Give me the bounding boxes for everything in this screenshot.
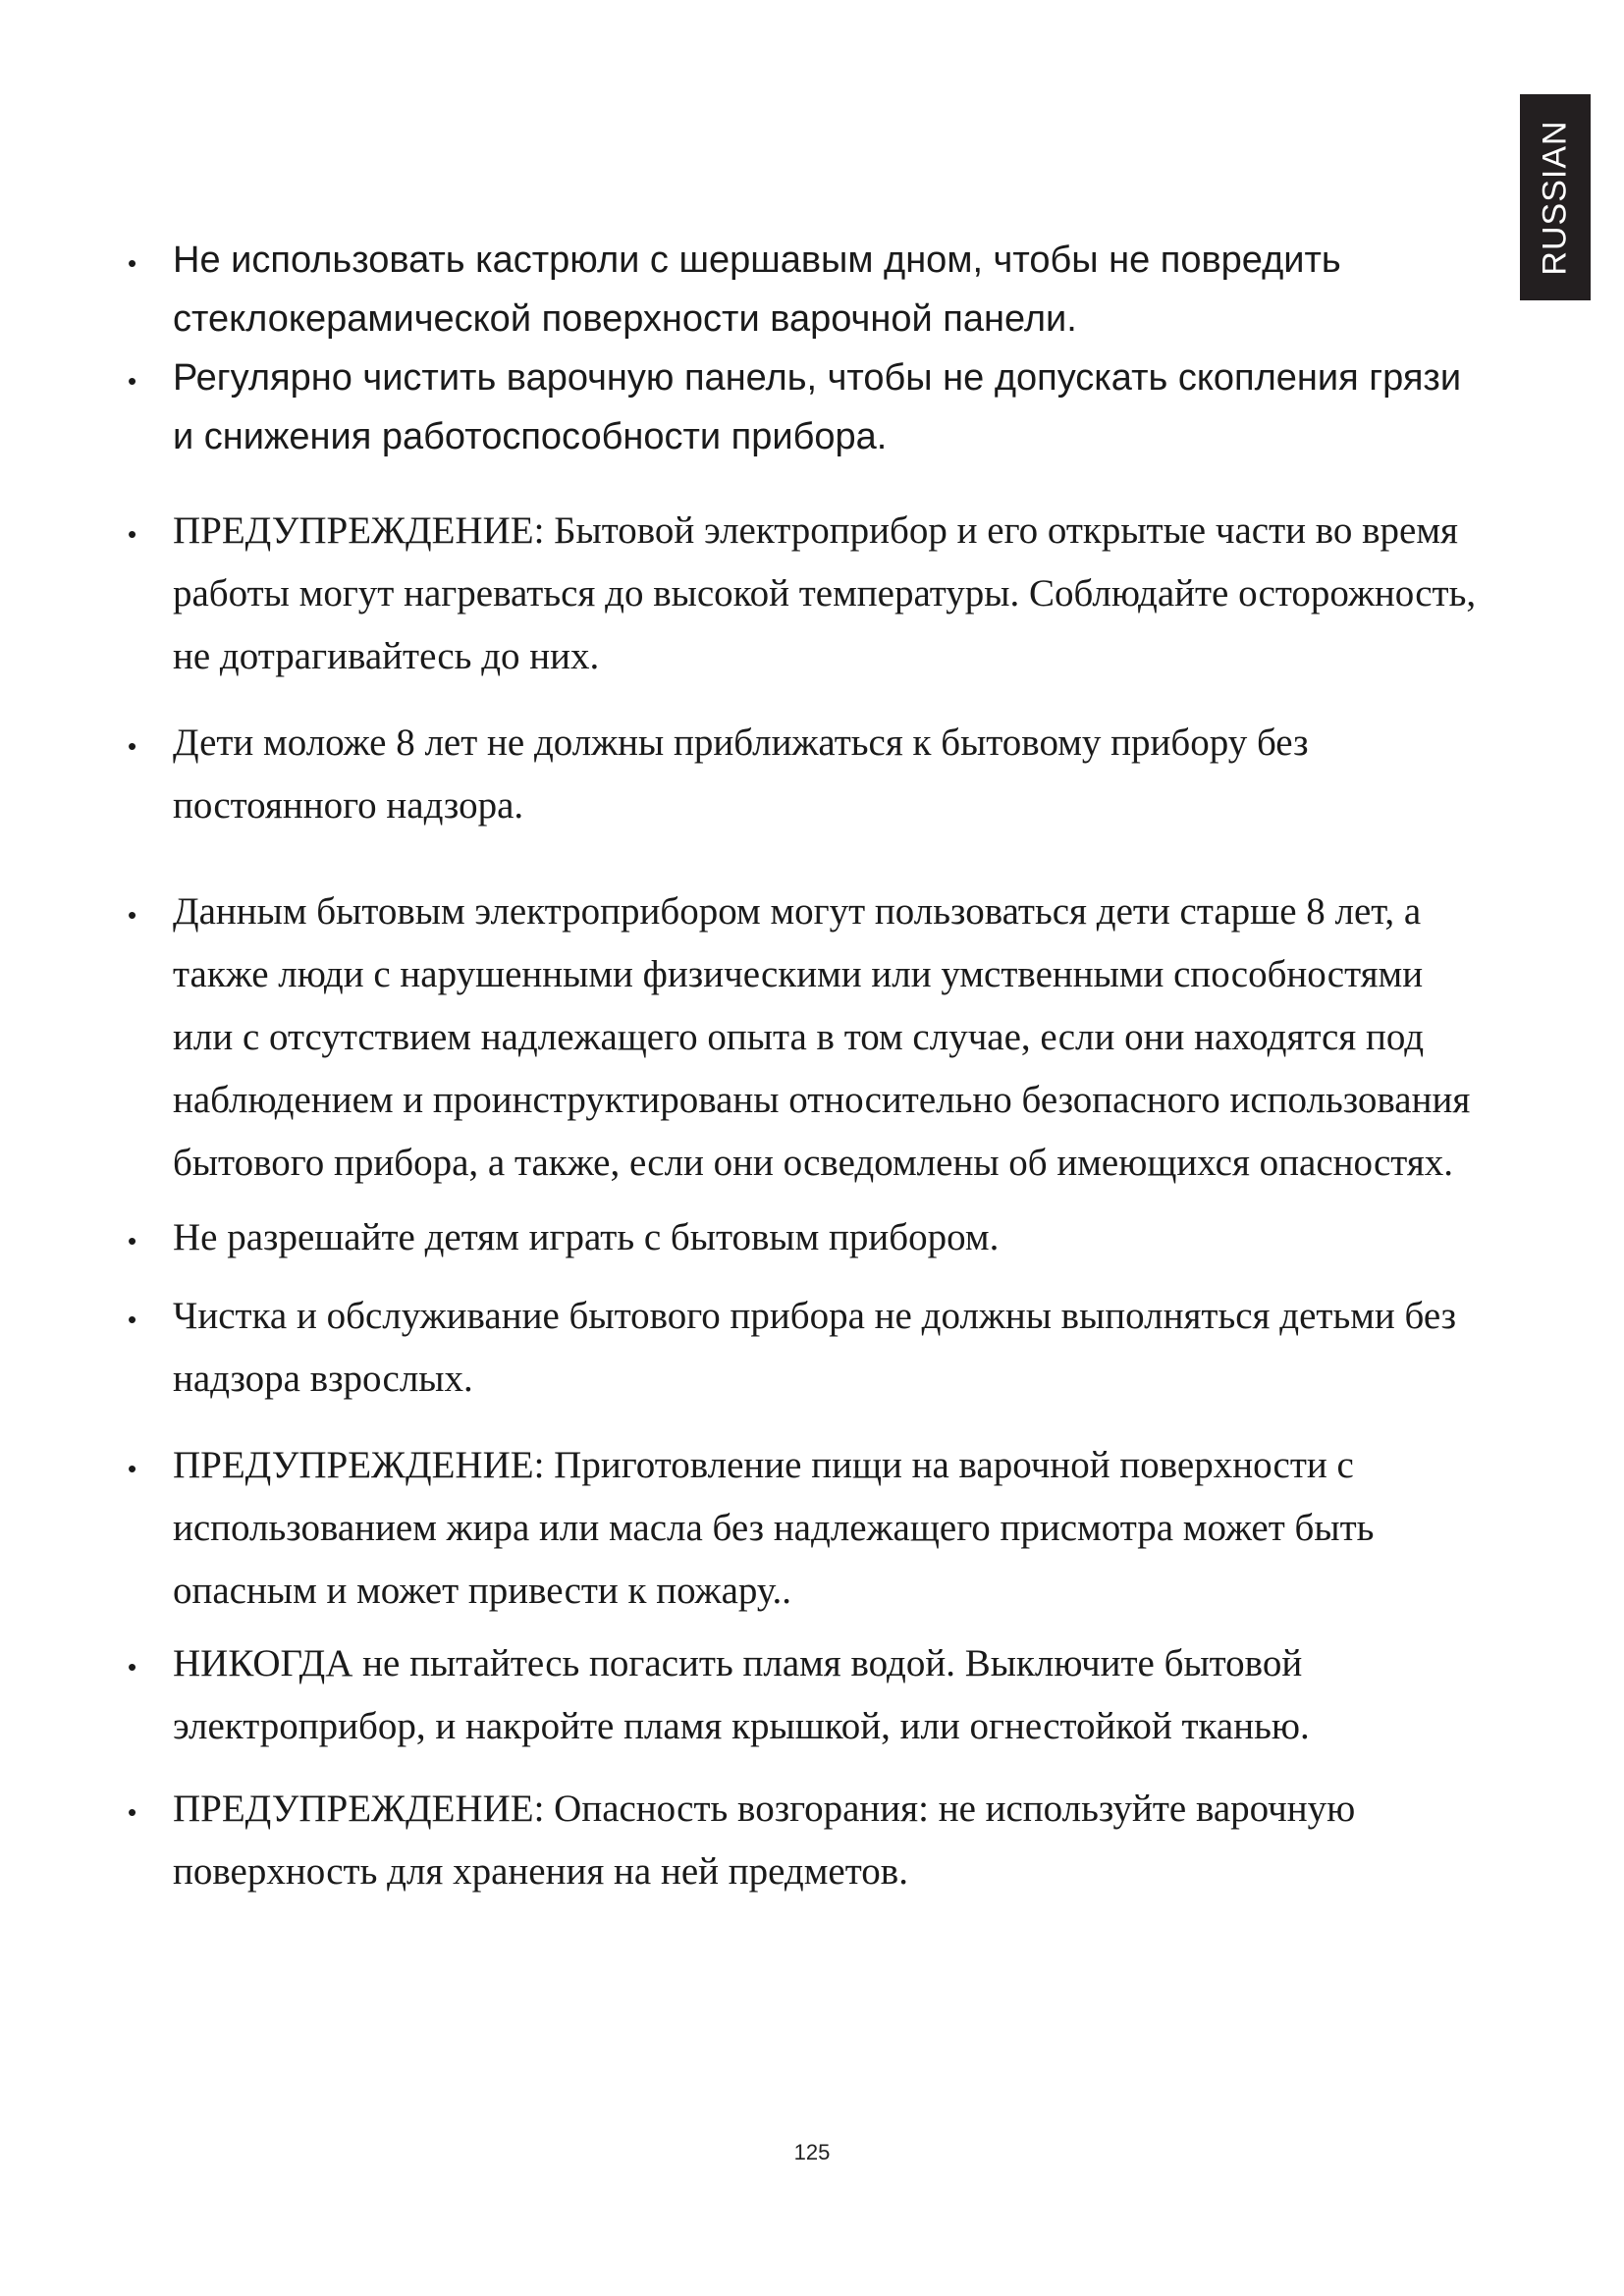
- list-item-text: ПРЕДУПРЕЖДЕНИЕ: Приготовление пищи на варочной поверхности с использованием жира или масла без надлежащего присмотра может быть опасным и может привести к пожару..: [173, 1444, 1375, 1612]
- page-number: 125: [793, 2140, 831, 2164]
- list-item: [128, 231, 1483, 348]
- list-item-text: ПРЕДУПРЕЖДЕНИЕ: Опасность возгорания: не используйте варочную поверхность для хранения на ней предметов.: [173, 1788, 1356, 1893]
- list-item: [128, 1434, 1483, 1623]
- list-item: [128, 1632, 1483, 1758]
- bullet-icon: •: [128, 731, 137, 761]
- list-item-text: Не разрешайте детям играть с бытовым прибором.: [173, 1216, 1000, 1258]
- list-item: [128, 712, 1483, 837]
- list-item-text: Дети моложе 8 лет не должны приближаться к бытовому прибору без постоянного надзора.: [173, 721, 1309, 827]
- list-item: [128, 1206, 1483, 1269]
- bullet-icon: •: [128, 366, 137, 396]
- list-item: [128, 881, 1483, 1195]
- list-item-text: Чистка и обслуживание бытового прибора не должны выполняться детьми без надзора взрослых.: [173, 1295, 1457, 1400]
- bullet-icon: •: [128, 900, 137, 930]
- list-item-text: ПРЕДУПРЕЖДЕНИЕ: Бытовой электроприбор и его открытые части во время работы могут нагреваться до высокой температуры. Соблюдайте осторожность, не дотрагивайтесь до них.: [173, 509, 1477, 677]
- bullet-icon: •: [128, 248, 137, 278]
- list-item: [128, 1778, 1483, 1903]
- bullet-icon: •: [128, 1797, 137, 1827]
- list-item-text: НИКОГДА не пытайтесь погасить пламя водой. Выключите бытовой электроприбор, и накройте пламя крышкой, или огнестойкой тканью.: [173, 1642, 1310, 1747]
- language-tab: [1520, 94, 1591, 300]
- bullet-icon: •: [128, 1226, 137, 1255]
- list-item-text: Не использовать кастрюли с шершавым дном, чтобы не повредить стеклокерамической поверхности варочной панели.: [173, 240, 1341, 340]
- list-item-text: Регулярно чистить варочную панель, чтобы не допускать скопления грязи и снижения работоспособности прибора.: [173, 357, 1462, 457]
- bullet-icon: •: [128, 519, 137, 549]
- list-item-text: Данным бытовым электроприбором могут пользоваться дети старше 8 лет, а также люди с нарушенными физическими или умственными способностями или с отсутствием надлежащего опыта в том случае, если они находятся под наблюдением и проинструктированы относительно безопасного использования бытового прибора, а также, если они осведомлены об имеющихся опасностях.: [173, 890, 1471, 1184]
- safety-instructions-list: [128, 221, 1483, 1903]
- list-item: [128, 348, 1483, 466]
- bullet-icon: •: [128, 1454, 137, 1483]
- list-item: [128, 500, 1483, 688]
- bullet-icon: •: [128, 1305, 137, 1334]
- list-item: [128, 1285, 1483, 1411]
- language-tab-label: RUSSIAN: [1536, 119, 1574, 276]
- bullet-icon: •: [128, 1652, 137, 1682]
